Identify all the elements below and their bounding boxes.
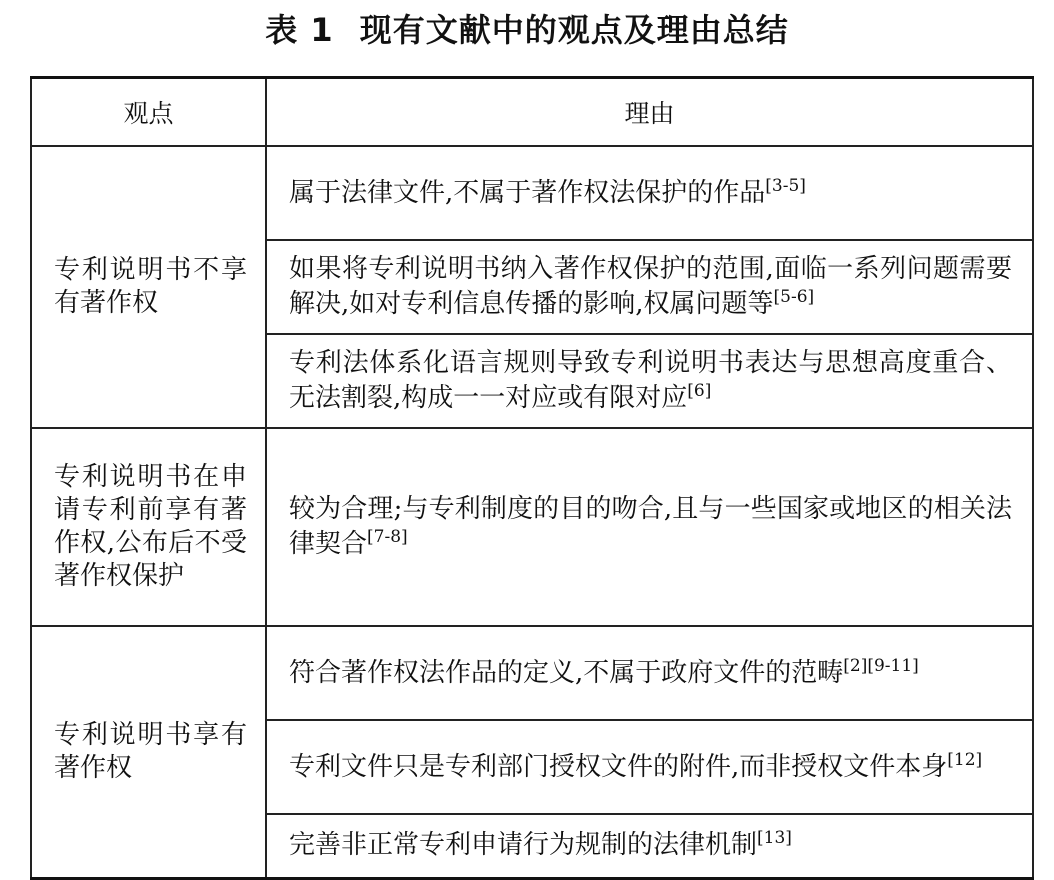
reason-cell xyxy=(266,240,1033,334)
view-cell-3: 专利说明书享有著作权 xyxy=(31,626,266,878)
reason-text: 属于法律文件,不属于著作权法保护的作品 xyxy=(289,177,766,208)
reason-text: 符合著作权法作品的定义,不属于政府文件的范畴 xyxy=(289,657,844,688)
citation-ref: [6] xyxy=(687,381,712,401)
view-cell-2: 专利说明书在申请专利前享有著作权,公布后不受著作权保护 xyxy=(31,428,266,626)
reason-cell xyxy=(266,146,1033,240)
reason-cell xyxy=(266,720,1033,814)
citation-ref: [7-8] xyxy=(367,527,408,547)
reason-text: 如果将专利说明书纳入著作权保护的范围,面临一系列问题需要解决,如对专利信息传播的影响,权属问题等 xyxy=(289,254,1012,319)
reason-text: 完善非正常专利申请行为规制的法律机制 xyxy=(289,830,758,861)
table-number: 表 1 xyxy=(265,11,334,49)
citation-ref: [2][9-11] xyxy=(843,655,919,676)
citation-ref: [13] xyxy=(757,828,792,849)
summary-table xyxy=(30,76,1034,880)
table-row xyxy=(31,626,1033,720)
citation-ref: [5-6] xyxy=(773,287,815,307)
citation-ref: [3-5] xyxy=(765,175,806,196)
reason-text: 专利法体系化语言规则导致专利说明书表达与思想高度重合、无法割裂,构成一一对应或有限对应 xyxy=(289,348,1012,413)
reason-text: 较为合理;与专利制度的目的吻合,且与一些国家或地区的相关法律契合 xyxy=(289,494,1012,559)
reason-cell xyxy=(266,626,1033,720)
table-row xyxy=(31,146,1033,240)
reason-text: 专利文件只是专利部门授权文件的附件,而非授权文件本身 xyxy=(289,751,948,782)
reason-cell xyxy=(266,334,1033,428)
citation-ref: [12] xyxy=(947,749,983,770)
table-title: 现有文献中的观点及理由总结 xyxy=(359,11,789,49)
table-caption xyxy=(0,8,1054,52)
header-row xyxy=(31,78,1033,147)
header-view: 观点 xyxy=(31,78,266,147)
table-row xyxy=(31,428,1033,626)
reason-cell xyxy=(266,814,1033,878)
view-cell-1: 专利说明书不享有著作权 xyxy=(31,146,266,428)
header-reason: 理由 xyxy=(266,78,1033,147)
reason-cell xyxy=(266,428,1033,626)
